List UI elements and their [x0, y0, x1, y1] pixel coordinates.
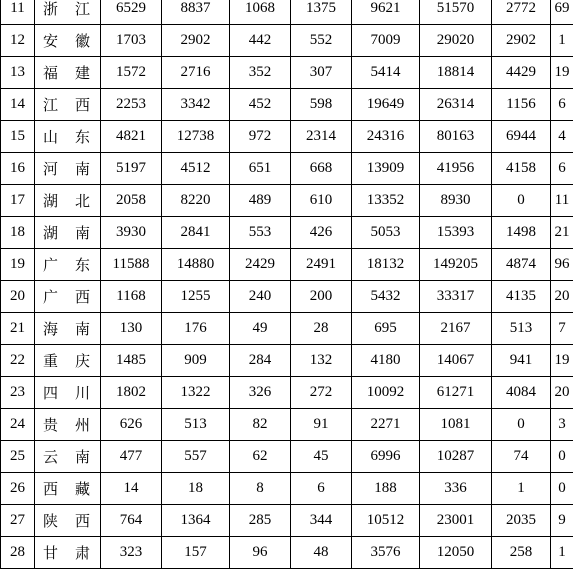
value-cell-col-4: 91	[291, 409, 352, 441]
province-name-cell: 广 西	[35, 281, 101, 313]
row-index-cell: 24	[1, 409, 35, 441]
value-cell-col-5: 7009	[352, 25, 420, 57]
value-cell-col-6: 33317	[420, 281, 492, 313]
row-index-cell: 17	[1, 185, 35, 217]
value-cell-col-3: 82	[230, 409, 291, 441]
value-cell-col-8: 0	[551, 473, 573, 505]
province-name-cell: 西 藏	[35, 473, 101, 505]
value-cell-col-7: 6944	[492, 121, 551, 153]
value-cell-col-4: 307	[291, 57, 352, 89]
value-cell-col-2: 8220	[162, 185, 230, 217]
value-cell-col-2: 3342	[162, 89, 230, 121]
value-cell-col-7: 2035	[492, 505, 551, 537]
value-cell-col-8: 9	[551, 505, 573, 537]
value-cell-col-1: 3930	[101, 217, 162, 249]
value-cell-col-1: 11588	[101, 249, 162, 281]
value-cell-col-5: 24316	[352, 121, 420, 153]
table-row	[1, 249, 573, 281]
province-name-cell: 湖 南	[35, 217, 101, 249]
value-cell-col-3: 442	[230, 25, 291, 57]
value-cell-col-6: 1081	[420, 409, 492, 441]
value-cell-col-4: 552	[291, 25, 352, 57]
value-cell-col-7: 0	[492, 409, 551, 441]
table-row	[1, 217, 573, 249]
province-name-cell: 海 南	[35, 313, 101, 345]
province-name-cell: 浙 江	[35, 0, 101, 25]
value-cell-col-1: 764	[101, 505, 162, 537]
value-cell-col-3: 972	[230, 121, 291, 153]
table-row	[1, 473, 573, 505]
value-cell-col-7: 4429	[492, 57, 551, 89]
value-cell-col-3: 1068	[230, 0, 291, 25]
value-cell-col-1: 1485	[101, 345, 162, 377]
value-cell-col-6: 10287	[420, 441, 492, 473]
value-cell-col-8: 3	[551, 409, 573, 441]
value-cell-col-3: 651	[230, 153, 291, 185]
value-cell-col-7: 258	[492, 537, 551, 569]
value-cell-col-1: 5197	[101, 153, 162, 185]
value-cell-col-4: 610	[291, 185, 352, 217]
value-cell-col-8: 19	[551, 345, 573, 377]
value-cell-col-6: 15393	[420, 217, 492, 249]
value-cell-col-2: 2716	[162, 57, 230, 89]
row-index-cell: 21	[1, 313, 35, 345]
value-cell-col-6: 41956	[420, 153, 492, 185]
value-cell-col-5: 18132	[352, 249, 420, 281]
value-cell-col-3: 553	[230, 217, 291, 249]
value-cell-col-8: 20	[551, 281, 573, 313]
value-cell-col-2: 1322	[162, 377, 230, 409]
row-index-cell: 12	[1, 25, 35, 57]
table-row	[1, 377, 573, 409]
value-cell-col-3: 62	[230, 441, 291, 473]
value-cell-col-5: 188	[352, 473, 420, 505]
value-cell-col-5: 13352	[352, 185, 420, 217]
value-cell-col-1: 1802	[101, 377, 162, 409]
row-index-cell: 20	[1, 281, 35, 313]
value-cell-col-5: 6996	[352, 441, 420, 473]
row-index-cell: 19	[1, 249, 35, 281]
value-cell-col-7: 941	[492, 345, 551, 377]
value-cell-col-6: 26314	[420, 89, 492, 121]
value-cell-col-2: 1364	[162, 505, 230, 537]
value-cell-col-1: 2253	[101, 89, 162, 121]
value-cell-col-4: 1375	[291, 0, 352, 25]
table-row	[1, 537, 573, 569]
value-cell-col-5: 10092	[352, 377, 420, 409]
value-cell-col-8: 21	[551, 217, 573, 249]
value-cell-col-4: 2491	[291, 249, 352, 281]
value-cell-col-4: 45	[291, 441, 352, 473]
value-cell-col-6: 61271	[420, 377, 492, 409]
value-cell-col-8: 11	[551, 185, 573, 217]
value-cell-col-4: 132	[291, 345, 352, 377]
value-cell-col-5: 4180	[352, 345, 420, 377]
value-cell-col-2: 12738	[162, 121, 230, 153]
value-cell-col-1: 626	[101, 409, 162, 441]
value-cell-col-5: 19649	[352, 89, 420, 121]
table-row	[1, 313, 573, 345]
value-cell-col-8: 69	[551, 0, 573, 25]
row-index-cell: 22	[1, 345, 35, 377]
province-name-cell: 江 西	[35, 89, 101, 121]
value-cell-col-3: 452	[230, 89, 291, 121]
value-cell-col-5: 695	[352, 313, 420, 345]
row-index-cell: 26	[1, 473, 35, 505]
table-row	[1, 25, 573, 57]
table-row	[1, 57, 573, 89]
value-cell-col-1: 323	[101, 537, 162, 569]
value-cell-col-7: 4874	[492, 249, 551, 281]
province-name-cell: 四 川	[35, 377, 101, 409]
value-cell-col-7: 513	[492, 313, 551, 345]
value-cell-col-2: 8837	[162, 0, 230, 25]
value-cell-col-8: 6	[551, 153, 573, 185]
value-cell-col-3: 49	[230, 313, 291, 345]
value-cell-col-2: 1255	[162, 281, 230, 313]
value-cell-col-5: 5432	[352, 281, 420, 313]
row-index-cell: 23	[1, 377, 35, 409]
value-cell-col-1: 1703	[101, 25, 162, 57]
value-cell-col-1: 2058	[101, 185, 162, 217]
value-cell-col-7: 0	[492, 185, 551, 217]
value-cell-col-8: 7	[551, 313, 573, 345]
province-name-cell: 安 徽	[35, 25, 101, 57]
value-cell-col-3: 240	[230, 281, 291, 313]
value-cell-col-6: 2167	[420, 313, 492, 345]
table-row	[1, 0, 573, 25]
value-cell-col-7: 1498	[492, 217, 551, 249]
value-cell-col-1: 6529	[101, 0, 162, 25]
value-cell-col-2: 557	[162, 441, 230, 473]
value-cell-col-6: 14067	[420, 345, 492, 377]
value-cell-col-5: 3576	[352, 537, 420, 569]
row-index-cell: 11	[1, 0, 35, 25]
province-name-cell: 陕 西	[35, 505, 101, 537]
value-cell-col-2: 4512	[162, 153, 230, 185]
value-cell-col-3: 8	[230, 473, 291, 505]
value-cell-col-3: 352	[230, 57, 291, 89]
value-cell-col-3: 2429	[230, 249, 291, 281]
province-name-cell: 河 南	[35, 153, 101, 185]
value-cell-col-4: 48	[291, 537, 352, 569]
value-cell-col-2: 176	[162, 313, 230, 345]
value-cell-col-4: 272	[291, 377, 352, 409]
province-name-cell: 福 建	[35, 57, 101, 89]
value-cell-col-8: 4	[551, 121, 573, 153]
value-cell-col-7: 74	[492, 441, 551, 473]
table-row	[1, 441, 573, 473]
value-cell-col-6: 18814	[420, 57, 492, 89]
province-name-cell: 山 东	[35, 121, 101, 153]
value-cell-col-3: 285	[230, 505, 291, 537]
value-cell-col-1: 477	[101, 441, 162, 473]
value-cell-col-5: 5053	[352, 217, 420, 249]
value-cell-col-3: 326	[230, 377, 291, 409]
value-cell-col-8: 96	[551, 249, 573, 281]
value-cell-col-2: 2841	[162, 217, 230, 249]
province-name-cell: 贵 州	[35, 409, 101, 441]
value-cell-col-7: 4135	[492, 281, 551, 313]
value-cell-col-6: 8930	[420, 185, 492, 217]
value-cell-col-2: 157	[162, 537, 230, 569]
value-cell-col-2: 513	[162, 409, 230, 441]
province-name-cell: 湖 北	[35, 185, 101, 217]
table-row	[1, 409, 573, 441]
table-row	[1, 89, 573, 121]
value-cell-col-1: 1572	[101, 57, 162, 89]
value-cell-col-5: 9621	[352, 0, 420, 25]
table-row	[1, 121, 573, 153]
value-cell-col-8: 20	[551, 377, 573, 409]
row-index-cell: 15	[1, 121, 35, 153]
row-index-cell: 28	[1, 537, 35, 569]
value-cell-col-5: 5414	[352, 57, 420, 89]
row-index-cell: 16	[1, 153, 35, 185]
row-index-cell: 25	[1, 441, 35, 473]
row-index-cell: 27	[1, 505, 35, 537]
table-row	[1, 185, 573, 217]
value-cell-col-8: 1	[551, 25, 573, 57]
value-cell-col-2: 909	[162, 345, 230, 377]
value-cell-col-1: 4821	[101, 121, 162, 153]
value-cell-col-7: 1	[492, 473, 551, 505]
value-cell-col-6: 12050	[420, 537, 492, 569]
value-cell-col-1: 1168	[101, 281, 162, 313]
value-cell-col-5: 2271	[352, 409, 420, 441]
table-row	[1, 281, 573, 313]
value-cell-col-6: 29020	[420, 25, 492, 57]
value-cell-col-4: 668	[291, 153, 352, 185]
value-cell-col-1: 130	[101, 313, 162, 345]
value-cell-col-2: 14880	[162, 249, 230, 281]
row-index-cell: 14	[1, 89, 35, 121]
province-name-cell: 云 南	[35, 441, 101, 473]
province-name-cell: 广 东	[35, 249, 101, 281]
value-cell-col-4: 28	[291, 313, 352, 345]
value-cell-col-7: 4158	[492, 153, 551, 185]
value-cell-col-4: 6	[291, 473, 352, 505]
value-cell-col-6: 23001	[420, 505, 492, 537]
value-cell-col-8: 0	[551, 441, 573, 473]
value-cell-col-2: 18	[162, 473, 230, 505]
province-name-cell: 甘 肃	[35, 537, 101, 569]
value-cell-col-5: 10512	[352, 505, 420, 537]
value-cell-col-4: 598	[291, 89, 352, 121]
value-cell-col-3: 489	[230, 185, 291, 217]
value-cell-col-7: 2902	[492, 25, 551, 57]
value-cell-col-4: 426	[291, 217, 352, 249]
value-cell-col-7: 1156	[492, 89, 551, 121]
value-cell-col-1: 14	[101, 473, 162, 505]
value-cell-col-8: 1	[551, 537, 573, 569]
value-cell-col-6: 336	[420, 473, 492, 505]
value-cell-col-4: 344	[291, 505, 352, 537]
value-cell-col-3: 96	[230, 537, 291, 569]
table-row	[1, 505, 573, 537]
table-row	[1, 153, 573, 185]
value-cell-col-6: 149205	[420, 249, 492, 281]
value-cell-col-5: 13909	[352, 153, 420, 185]
value-cell-col-6: 51570	[420, 0, 492, 25]
value-cell-col-2: 2902	[162, 25, 230, 57]
value-cell-col-8: 6	[551, 89, 573, 121]
value-cell-col-4: 200	[291, 281, 352, 313]
value-cell-col-8: 19	[551, 57, 573, 89]
row-index-cell: 18	[1, 217, 35, 249]
table-row	[1, 345, 573, 377]
value-cell-col-7: 2772	[492, 0, 551, 25]
table-body	[1, 0, 573, 569]
row-index-cell: 13	[1, 57, 35, 89]
value-cell-col-3: 284	[230, 345, 291, 377]
value-cell-col-4: 2314	[291, 121, 352, 153]
province-name-cell: 重 庆	[35, 345, 101, 377]
value-cell-col-6: 80163	[420, 121, 492, 153]
value-cell-col-7: 4084	[492, 377, 551, 409]
